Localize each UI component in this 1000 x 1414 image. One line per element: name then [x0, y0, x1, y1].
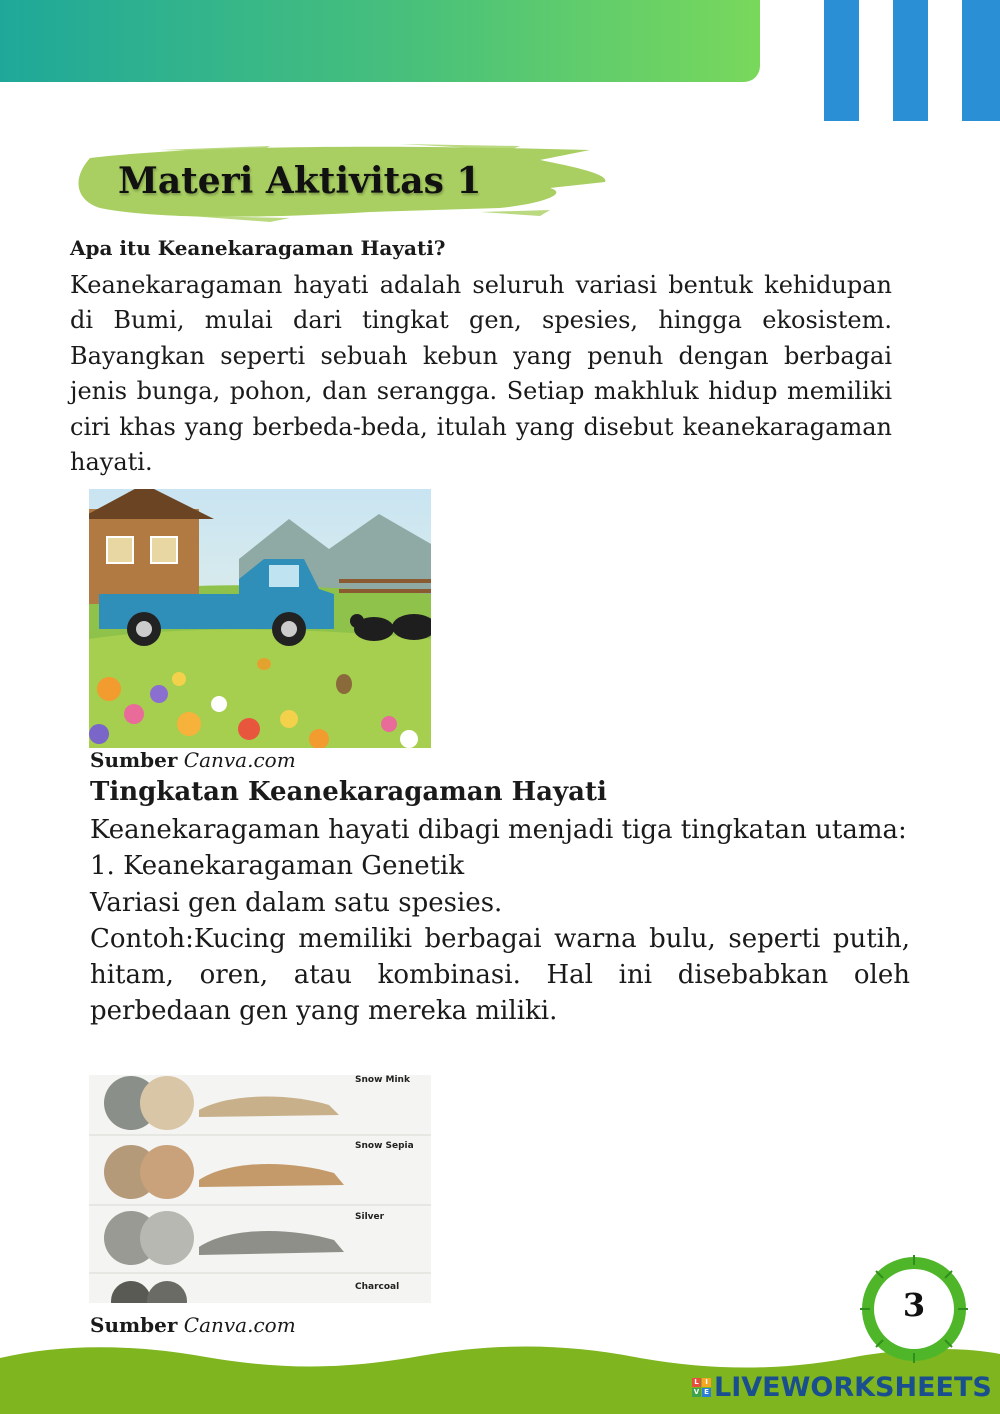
- liveworksheets-watermark: LIVEWORKSHEETS: [714, 1372, 992, 1403]
- blue-stripe-1: [824, 0, 859, 121]
- blue-stripe-2: [893, 0, 928, 121]
- image2-caption-label: Sumber: [90, 1313, 178, 1337]
- intro-paragraph: Keanekaragaman hayati adalah seluruh variasi bentuk kehidupan di Bumi, mulai dari tingkat gen, spesies, hingga ekosistem. Bayangkan seperti sebuah kebun yang penuh dengan berbagai jenis bunga, pohon, dan serangga. Setiap makhluk hidup memiliki ciri khas yang berbeda-beda, itulah yang disebut keanekaragaman hayati.: [70, 271, 892, 477]
- cat-label-3: Silver: [355, 1212, 385, 1222]
- page-number: 3: [902, 1286, 926, 1324]
- genetic-definition: Variasi gen dalam satu spesies.: [90, 887, 503, 918]
- question-heading: Apa itu Keanekaragaman Hayati?: [70, 236, 446, 260]
- genetic-title: 1. Keanekaragaman Genetik: [90, 851, 465, 882]
- activity-title: Materi Aktivitas 1: [118, 160, 482, 202]
- levels-intro: Keanekaragaman hayati dibagi menjadi tiga tingkatan utama:: [90, 815, 907, 845]
- levels-section: [90, 812, 910, 1030]
- liveworksheets-logo: [692, 1372, 992, 1403]
- image1-caption: [90, 748, 296, 772]
- image2-caption: [90, 1313, 296, 1337]
- biodiversity-farm-image: [89, 489, 431, 748]
- image2-caption-site: Canva.com: [183, 1313, 296, 1337]
- top-banner: [0, 0, 760, 82]
- cat-coat-image: [89, 1075, 431, 1303]
- image1-caption-label: Sumber: [90, 748, 178, 772]
- cat-label-4: Charcoal: [355, 1282, 400, 1292]
- cat-label-2: Snow Sepia: [355, 1141, 414, 1151]
- image1-caption-site: Canva.com: [183, 748, 296, 772]
- blue-stripe-3: [962, 0, 1000, 121]
- liveworksheets-mark-icon: L I V E: [692, 1378, 711, 1397]
- levels-heading: Tingkatan Keanekaragaman Hayati: [90, 777, 607, 807]
- genetic-example: Contoh:Kucing memiliki berbagai warna bulu, seperti putih, hitam, oren, atau kombinasi. Hal ini disebabkan oleh perbedaan gen yang mereka miliki.: [90, 923, 910, 1027]
- cat-label-1: Snow Mink: [355, 1075, 410, 1085]
